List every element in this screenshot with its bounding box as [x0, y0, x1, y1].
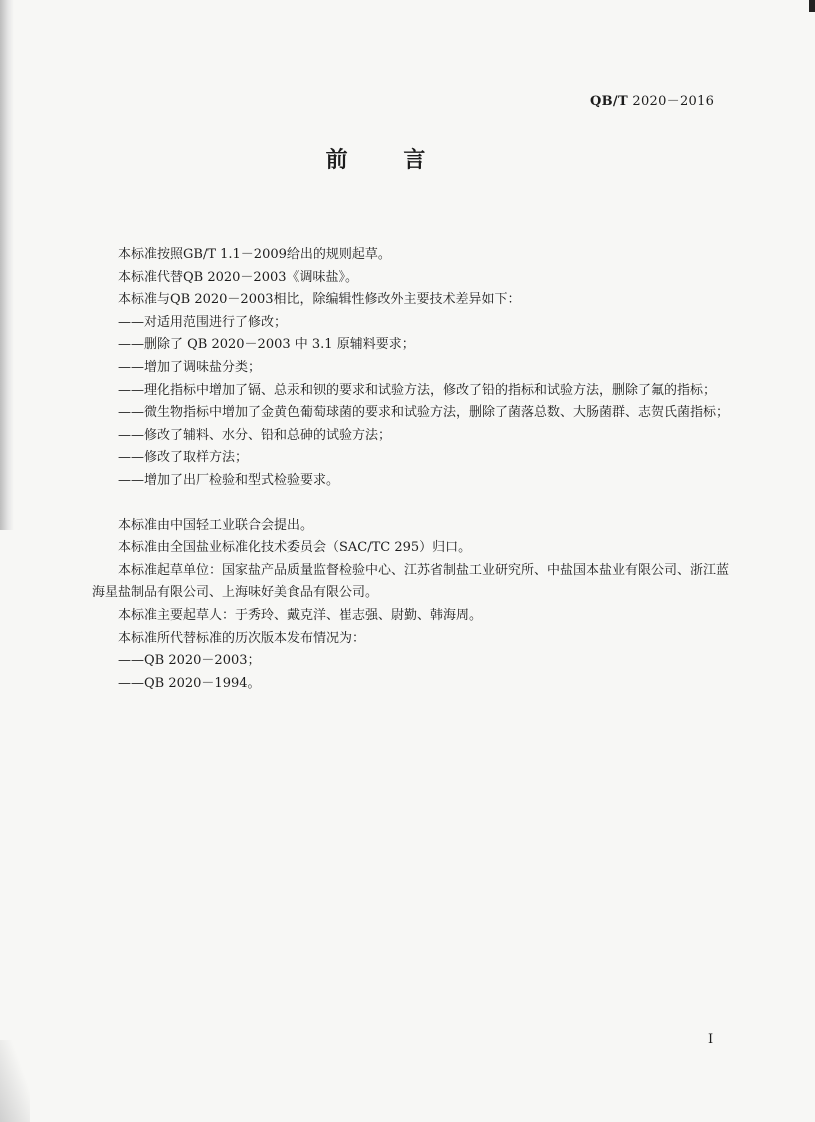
intro-paragraph: 本标准代替QB 2020－2003《调味盐》。 [118, 269, 359, 285]
intro-paragraph: 本标准按照GB/T 1.1－2009给出的规则起草。 [118, 247, 391, 262]
page-title: 前 言 [325, 147, 450, 173]
document-code-prefix: QB/T [590, 94, 628, 109]
change-item: ——微生物指标中增加了金黄色葡萄球菌的要求和试验方法，删除了菌落总数、大肠菌群、志贺氏菌指标； [118, 405, 730, 421]
change-item: ——增加了调味盐分类； [118, 359, 262, 375]
info-paragraph: 本标准主要起草人：于秀玲、戴克洋、崔志强、尉勤、韩海周。 [118, 607, 483, 623]
change-item: ——修改了辅料、水分、铅和总砷的试验方法； [118, 427, 392, 443]
drafting-units-paragraph: 本标准起草单位：国家盐产品质量监督检验中心、江苏省制盐工业研究所、中盐国本盐业有限公司、浙江蓝海星盐制品有限公司、上海味好美食品有限公司。 [92, 562, 730, 601]
change-item: ——修改了取样方法； [118, 450, 249, 466]
change-item: ——理化指标中增加了镉、总汞和钡的要求和试验方法，修改了铅的指标和试验方法，删除了氟的指标； [118, 382, 717, 398]
info-paragraph: 本标准由全国盐业标准化技术委员会（SAC/TC 295）归口。 [118, 540, 472, 556]
info-paragraph: 本标准由中国轻工业联合会提出。 [118, 517, 314, 533]
previous-version-item: ——QB 2020－2003； [118, 653, 261, 669]
change-item: ——增加了出厂检验和型式检验要求。 [118, 472, 340, 488]
scan-edge-shadow [0, 0, 14, 530]
section-gap [92, 493, 732, 515]
document-code-number: 2020－2016 [632, 94, 715, 109]
page-number: I [708, 1032, 714, 1047]
info-paragraph: 本标准所代替标准的历次版本发布情况为： [118, 630, 366, 646]
document-body [92, 244, 732, 695]
change-item: ——对适用范围进行了修改； [118, 314, 288, 330]
scan-corner-shadow [0, 1040, 30, 1122]
intro-paragraph: 本标准与QB 2020－2003相比，除编辑性修改外主要技术差异如下： [118, 292, 521, 308]
change-item: ——删除了 QB 2020－2003 中 3.1 原辅料要求； [118, 337, 415, 353]
scan-corner-mark [809, 0, 815, 12]
previous-version-item: ——QB 2020－1994。 [118, 675, 261, 691]
document-code [590, 90, 714, 109]
